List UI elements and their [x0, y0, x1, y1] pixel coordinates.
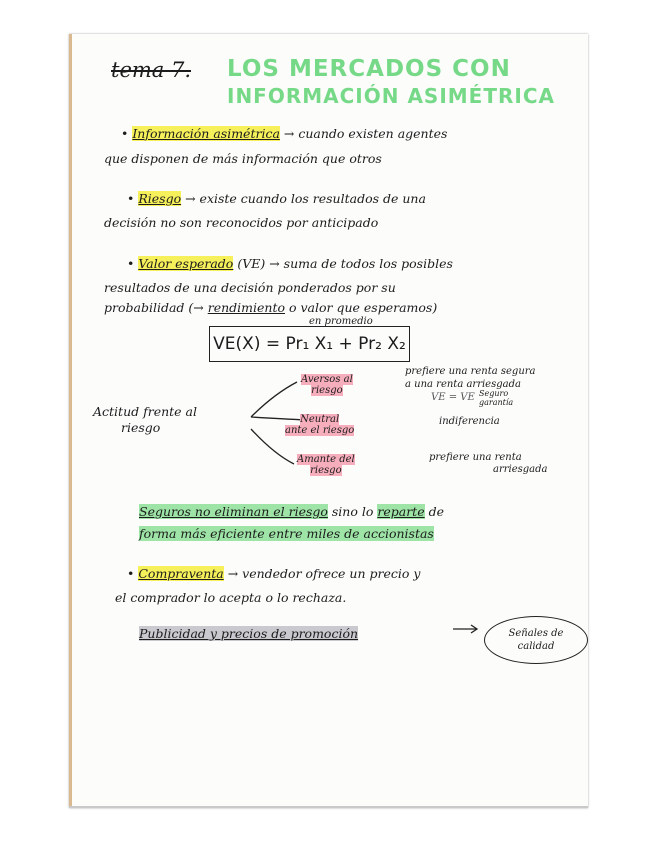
- publicidad-line: [139, 626, 358, 641]
- branch-lover-line-1: Amante del: [297, 454, 355, 465]
- seguros-b: sino lo: [331, 504, 374, 519]
- item-1-bullet: •: [121, 126, 129, 141]
- title-line-1: LOS MERCADOS CON: [227, 56, 511, 82]
- item-3-term: Valor esperado: [138, 256, 234, 271]
- item-2-bullet: •: [127, 191, 135, 206]
- risk-attitude-label-1: Actitud frente al: [93, 404, 197, 419]
- branch-averse: [301, 374, 353, 396]
- averse-desc-2: a una renta arriesgada: [405, 379, 521, 390]
- expected-value-formula: VE(X) = Pr₁ X₁ + Pr₂ X₂: [209, 326, 410, 362]
- lover-desc-2: arriesgada: [493, 464, 548, 475]
- compraventa-line-1: [127, 566, 420, 581]
- item-3-line-2: resultados de una decisión ponderados por su: [104, 280, 396, 295]
- lover-desc-1: prefiere una renta: [429, 452, 522, 463]
- title-line-2: INFORMACIÓN ASIMÉTRICA: [227, 84, 555, 108]
- item-2-rest-1: → existe cuando los resultados de una: [185, 191, 426, 206]
- seguros-d: de: [428, 504, 444, 519]
- senales-calidad-oval: [484, 616, 588, 664]
- branch-averse-line-2: riesgo: [311, 385, 343, 396]
- averse-desc-1: prefiere una renta segura: [405, 366, 536, 377]
- branch-neutral-line-1: Neutral: [300, 414, 340, 425]
- item-1-line-2: que disponen de más información que otros: [104, 151, 382, 166]
- item-3-note: en promedio: [309, 316, 373, 327]
- branch-lover: [297, 454, 355, 476]
- notebook-page: [69, 34, 588, 808]
- seguros-line-2: [139, 526, 434, 541]
- compraventa-term: Compraventa: [138, 566, 224, 581]
- senales-calidad-text: [509, 627, 564, 653]
- item-3-rest-3c: o valor que esperamos): [288, 300, 438, 315]
- senales-calidad-line-2: calidad: [517, 641, 555, 652]
- item-2-term: Riesgo: [138, 191, 182, 206]
- seguros-c: reparte: [377, 504, 425, 519]
- item-1-term: Información asimétrica: [132, 126, 280, 141]
- publicidad-term: Publicidad y precios de promoción: [139, 626, 359, 641]
- item-2-line-2: decisión no son reconocidos por anticipado: [104, 215, 379, 230]
- item-3-rest-3b: rendimiento: [207, 300, 285, 315]
- item-3-rest-1: (VE) → suma de todos los posibles: [237, 256, 453, 271]
- branch-neutral: [285, 414, 354, 436]
- seguros-a: Seguros no eliminan el riesgo: [139, 504, 328, 519]
- neutral-desc-1: indiferencia: [439, 416, 500, 427]
- seguros-line-1: [139, 504, 444, 519]
- averse-desc-4: Seguro garantía: [479, 389, 514, 407]
- branch-neutral-line-2: ante el riesgo: [285, 425, 355, 436]
- item-3-bullet: •: [127, 256, 135, 271]
- branch-averse-line-1: Aversos al: [301, 374, 353, 385]
- item-3-rest-3a: probabilidad (→: [104, 300, 204, 315]
- seguros-line-2-text: forma más eficiente entre miles de accionistas: [139, 526, 434, 541]
- risk-attitude-label-2: riesgo: [121, 420, 161, 435]
- compraventa-rest-1: → vendedor ofrece un precio y: [227, 566, 421, 581]
- item-1-rest-1: → cuando existen agentes: [283, 126, 448, 141]
- senales-calidad-line-1: Señales de: [508, 628, 564, 639]
- branch-lover-line-2: riesgo: [310, 465, 342, 476]
- title-prefix: tema 7.: [111, 58, 192, 82]
- compraventa-bullet: •: [127, 566, 135, 581]
- averse-desc-3: VE = VE: [431, 392, 475, 403]
- compraventa-line-2: el comprador lo acepta o lo rechaza.: [115, 590, 347, 605]
